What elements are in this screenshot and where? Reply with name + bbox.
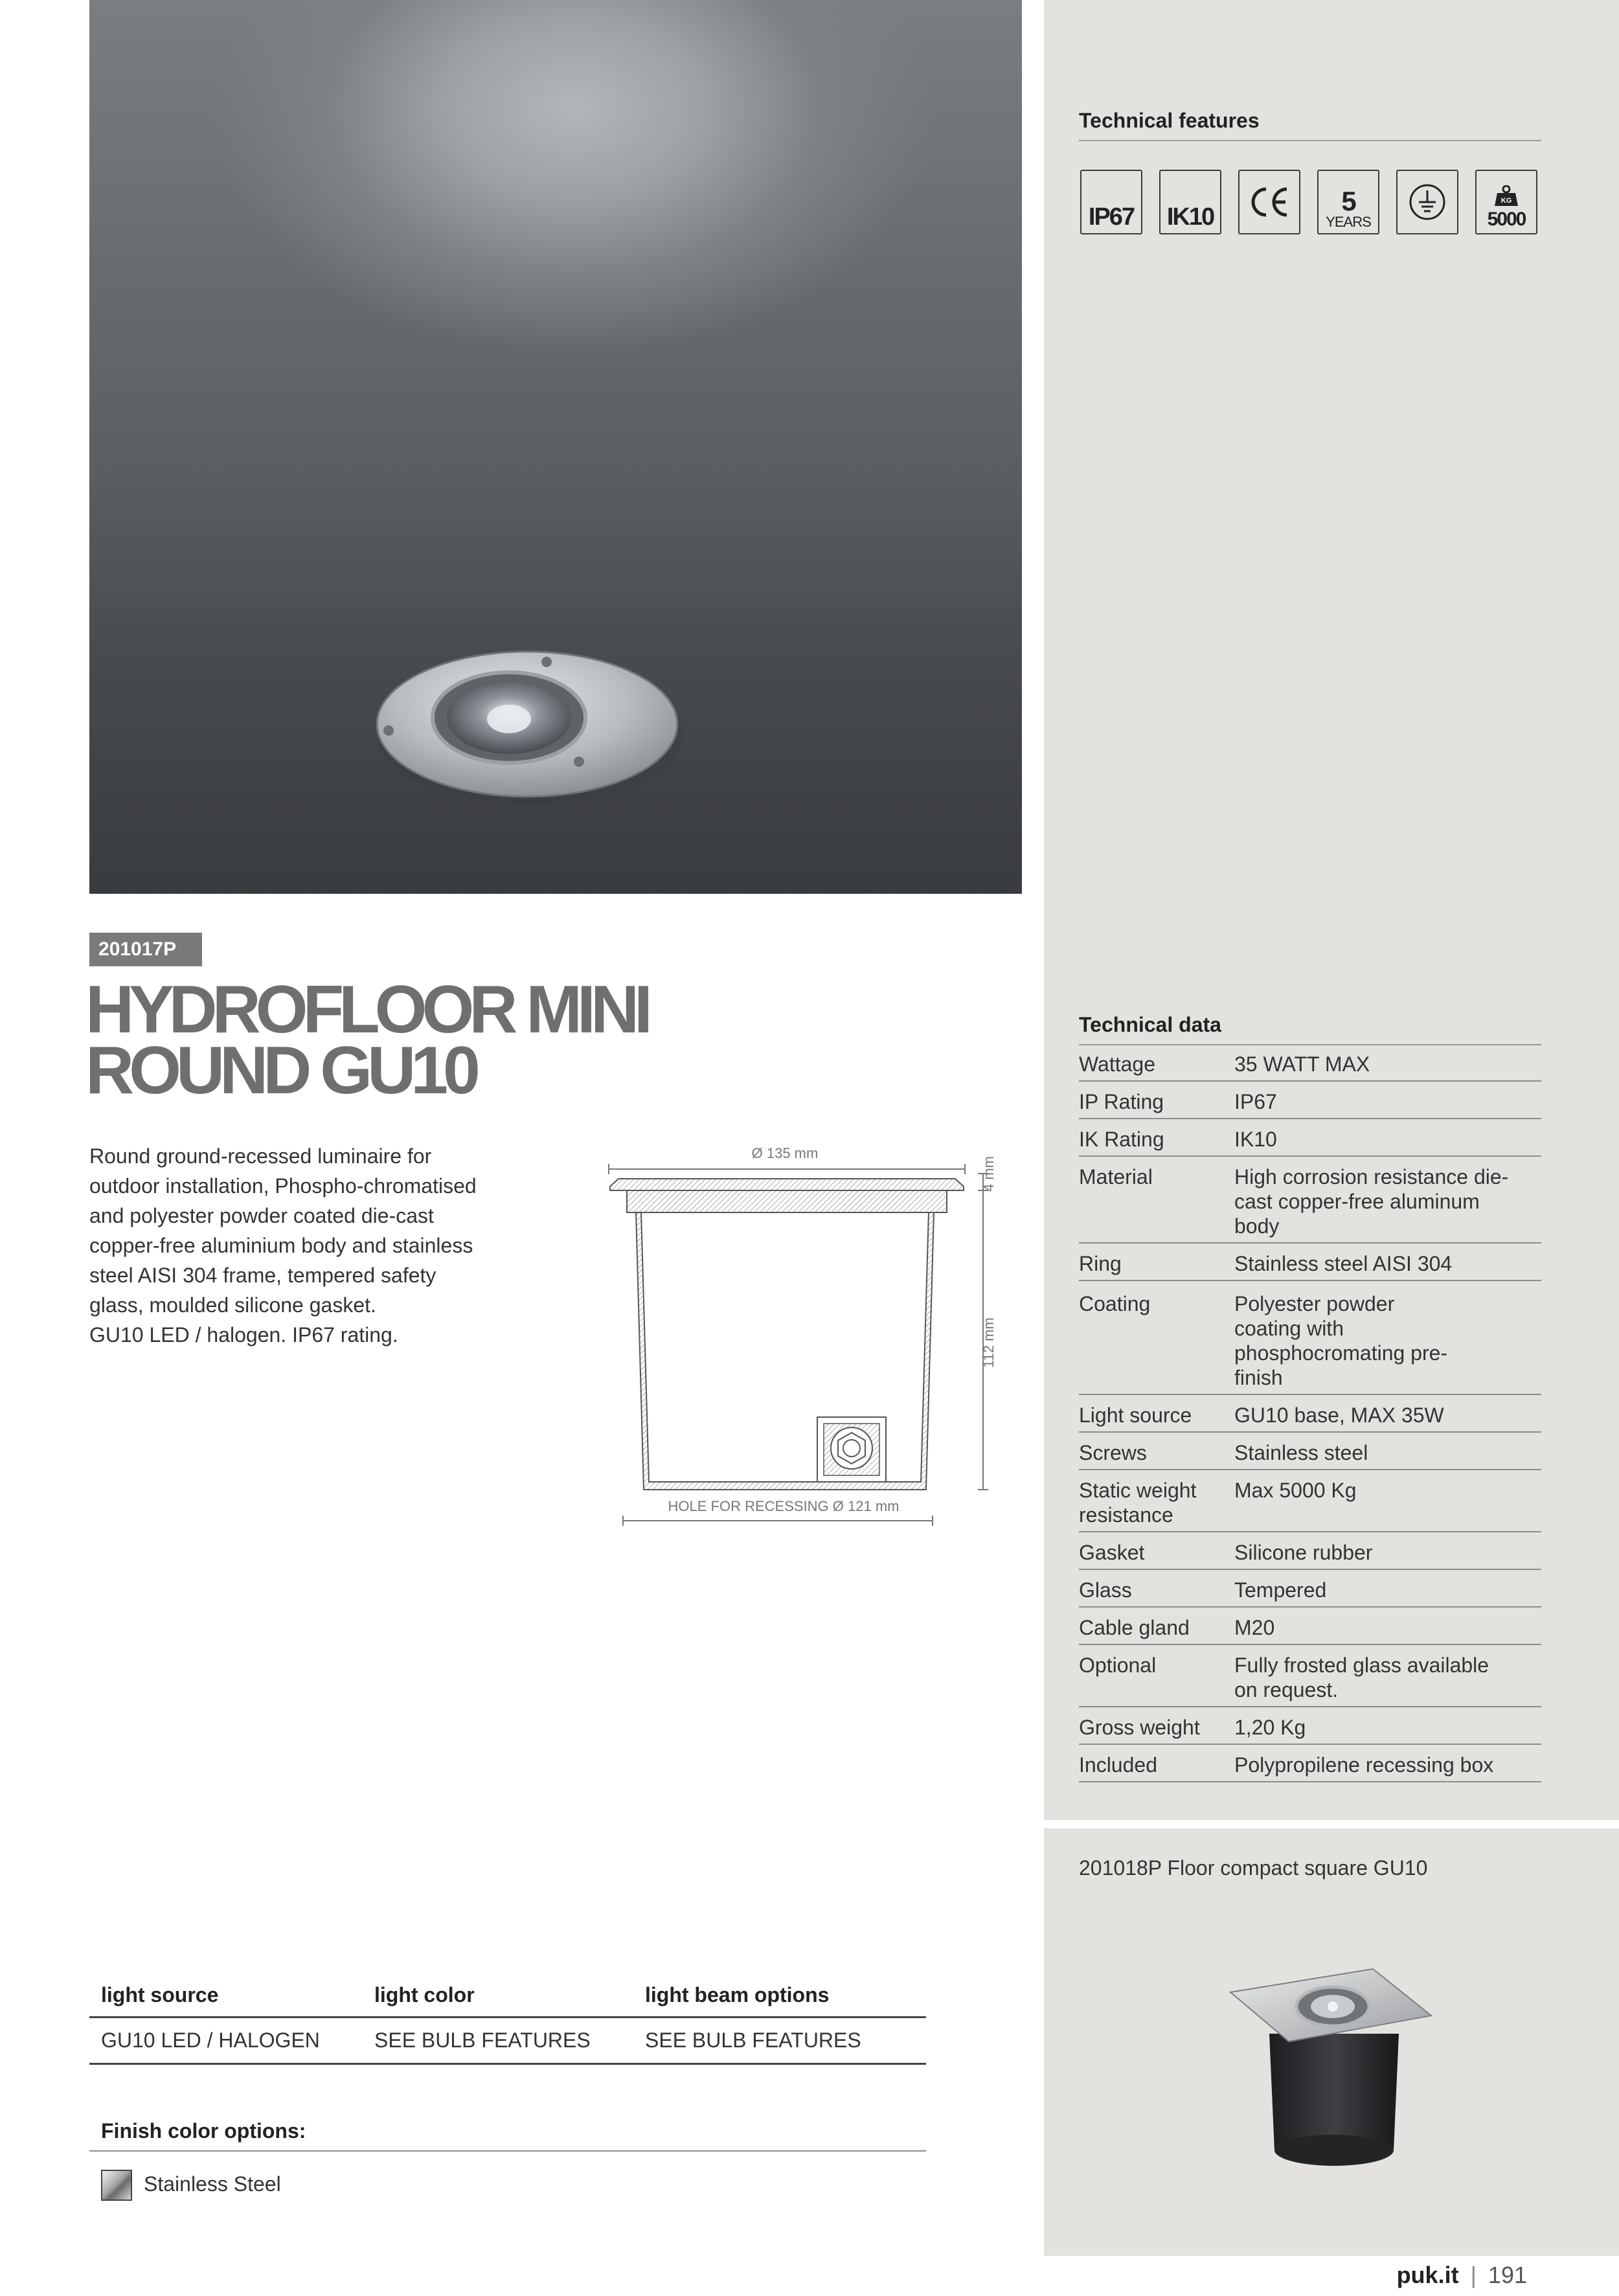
table-row <box>1079 1119 1541 1157</box>
spec-value: High corrosion resistance die-cast copper-free aluminum body <box>1234 1165 1509 1238</box>
technical-data-table <box>1079 1044 1541 1782</box>
light-spec-row <box>89 2018 926 2065</box>
weight-5000-icon <box>1475 170 1537 234</box>
spec-key: Gross weight <box>1079 1716 1200 1739</box>
page-number: 191 <box>1488 2262 1527 2288</box>
footer-separator: | <box>1470 2262 1477 2288</box>
site-name: puk.it <box>1396 2262 1459 2288</box>
spec-value: Polyester powder coating with phosphocromating pre-finish <box>1234 1292 1448 1389</box>
weight-icon <box>1493 185 1519 207</box>
description-line: steel AISI 304 frame, tempered safety <box>89 1264 436 1287</box>
header-light-color: light color <box>374 1983 475 2006</box>
table-row <box>1079 1157 1541 1244</box>
spec-value: IK10 <box>1234 1128 1277 1151</box>
recessing-box <box>636 1212 934 1490</box>
spec-value: Stainless steel AISI 304 <box>1234 1252 1453 1275</box>
spec-value: 35 WATT MAX <box>1234 1052 1370 1076</box>
spec-value: IP67 <box>1234 1090 1277 1113</box>
table-row <box>1079 1745 1541 1782</box>
spec-key: Included <box>1079 1753 1157 1777</box>
ik10-icon-label: IK10 <box>1166 203 1214 231</box>
product-code-badge: 201017P <box>89 933 202 966</box>
ip67-icon <box>1080 170 1142 234</box>
luminaire-image <box>89 0 1022 894</box>
spec-key: Coating <box>1079 1292 1151 1315</box>
spec-value: Polypropilene recessing box <box>1234 1753 1494 1777</box>
stainless-steel-swatch <box>101 2170 132 2201</box>
table-row <box>1079 1707 1541 1745</box>
weight-value: 5000 <box>1487 209 1526 230</box>
spec-key: IP Rating <box>1079 1090 1164 1113</box>
cell-light-color: SEE BULB FEATURES <box>374 2029 591 2052</box>
table-row <box>1079 1044 1541 1082</box>
table-row <box>1079 1082 1541 1119</box>
related-product-label: 201018P Floor compact square GU10 <box>1079 1856 1428 1880</box>
spec-key: Screws <box>1079 1441 1147 1464</box>
spec-value: Tempered <box>1234 1578 1327 1602</box>
page-footer <box>1397 2262 1527 2289</box>
spec-key: Material <box>1079 1165 1153 1188</box>
description-line: glass, moulded silicone gasket. <box>89 1293 376 1317</box>
related-product-image <box>1224 1956 1438 2176</box>
product-title-line-2: ROUND GU10 <box>85 1033 475 1108</box>
spec-value: M20 <box>1234 1616 1275 1639</box>
table-row <box>1079 1281 1541 1395</box>
light-spec-table <box>89 1977 926 2065</box>
cell-light-beam: SEE BULB FEATURES <box>645 2029 861 2052</box>
table-row <box>1079 1532 1541 1570</box>
table-row <box>1079 1608 1541 1645</box>
spec-value: Max 5000 Kg <box>1234 1479 1357 1502</box>
spec-value: Fully frosted glass available on request. <box>1234 1654 1489 1701</box>
description-line: outdoor installation, Phospho-chromatised <box>89 1174 477 1198</box>
spec-key: Static weight resistance <box>1079 1479 1197 1527</box>
table-row <box>1079 1570 1541 1608</box>
cell-light-source: GU10 LED / HALOGEN <box>101 2029 320 2052</box>
warranty-years-unit: YEARS <box>1326 214 1371 230</box>
spec-key: Glass <box>1079 1578 1132 1602</box>
earth-ground-icon <box>1396 170 1458 234</box>
table-row <box>1079 1433 1541 1470</box>
finish-divider <box>89 2150 926 2152</box>
table-row <box>1079 1470 1541 1532</box>
warranty-years-number: 5 <box>1341 186 1355 216</box>
description-line: copper-free aluminium body and stainless <box>89 1234 473 1257</box>
light-spec-header <box>89 1977 926 2018</box>
spec-key: Wattage <box>1079 1052 1155 1076</box>
spec-key: Optional <box>1079 1654 1157 1677</box>
spec-key: Cable gland <box>1079 1616 1190 1639</box>
warranty-5-years-icon <box>1317 170 1379 234</box>
table-row <box>1079 1244 1541 1281</box>
technical-data-title: Technical data <box>1079 1013 1221 1036</box>
ce-mark-icon <box>1238 170 1300 234</box>
technical-drawing <box>596 1140 1010 1529</box>
product-title <box>85 972 733 1108</box>
spec-value: Stainless steel <box>1234 1441 1368 1464</box>
frame <box>627 1190 947 1212</box>
spec-key: Light source <box>1079 1404 1192 1427</box>
rim-height-label: 4 mm <box>980 1156 997 1192</box>
ik10-icon <box>1159 170 1221 234</box>
hole-label: HOLE FOR RECESSING Ø 121 mm <box>668 1498 900 1514</box>
spec-key: IK Rating <box>1079 1128 1164 1151</box>
spec-value: GU10 base, MAX 35W <box>1234 1404 1444 1427</box>
feature-icons <box>1080 170 1546 236</box>
ip67-icon-label: IP67 <box>1088 203 1135 231</box>
spec-key: Gasket <box>1079 1541 1145 1564</box>
description-line: Round ground-recessed luminaire for <box>89 1144 432 1168</box>
table-row <box>1079 1395 1541 1433</box>
product-title-line-1: HYDROFLOOR MINI <box>85 972 648 1047</box>
spec-value: 1,20 Kg <box>1234 1716 1306 1739</box>
table-row <box>1079 1645 1541 1707</box>
technical-features-divider <box>1079 140 1541 141</box>
svg-text:KG: KG <box>1500 197 1512 205</box>
body-height-label: 112 mm <box>980 1317 997 1368</box>
header-light-beam: light beam options <box>645 1983 830 2006</box>
product-description <box>89 1141 543 1350</box>
technical-features-title: Technical features <box>1079 109 1260 132</box>
spec-value: Silicone rubber <box>1234 1541 1373 1564</box>
description-line: GU10 LED / halogen. IP67 rating. <box>89 1323 398 1347</box>
finish-options-title: Finish color options: <box>101 2119 306 2143</box>
flange <box>610 1179 964 1190</box>
header-light-source: light source <box>101 1983 219 2006</box>
description-line: and polyester powder coated die-cast <box>89 1204 434 1227</box>
diameter-label: Ø 135 mm <box>751 1145 819 1161</box>
finish-option-label: Stainless Steel <box>144 2172 281 2196</box>
spec-key: Ring <box>1079 1252 1122 1275</box>
product-photo <box>89 0 1022 894</box>
